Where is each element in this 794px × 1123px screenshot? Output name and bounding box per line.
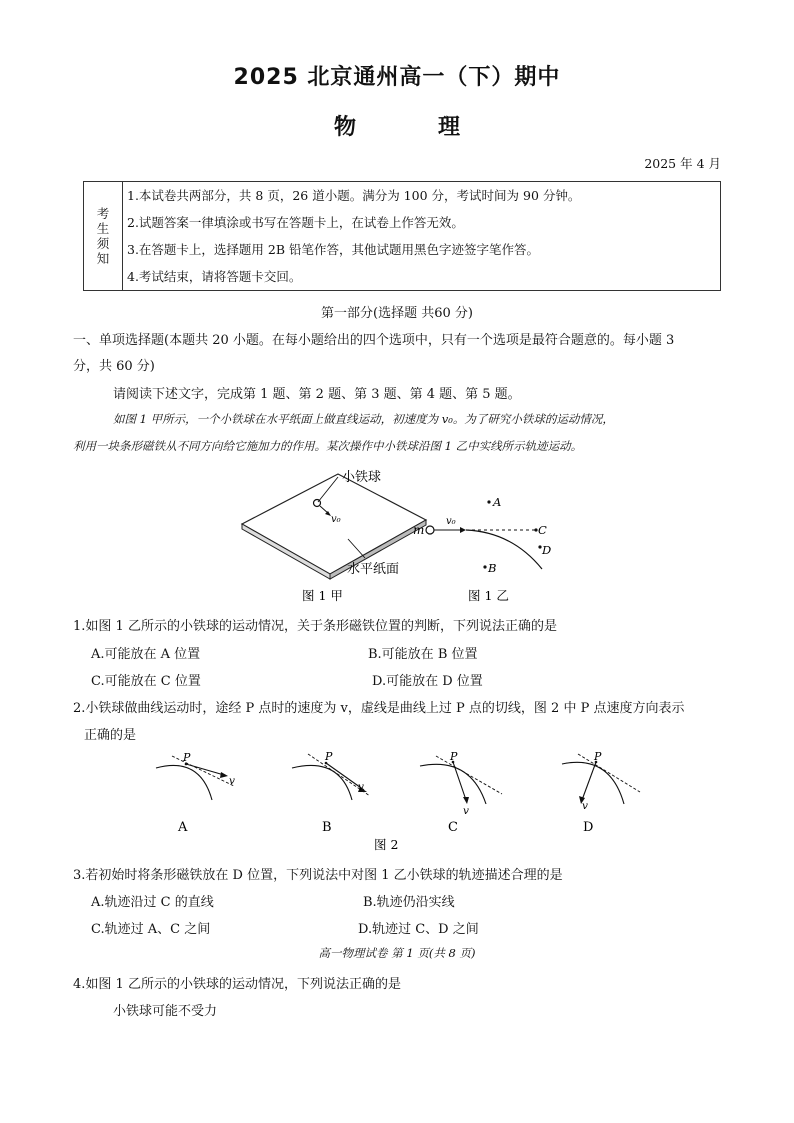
label-m: m	[413, 523, 425, 537]
question-4-stem: 4.如图 1 乙所示的小铁球的运动情况，下列说法正确的是	[73, 977, 401, 992]
label-v-c: v	[463, 805, 469, 817]
question-3-option-c: C.轨迹过 A、C 之间	[91, 922, 211, 937]
notice-item: 4.考试结束，请将答题卡交回。	[123, 263, 721, 291]
figure-2-label-b: B	[322, 820, 332, 835]
figure-2-choice-c	[420, 756, 502, 804]
question-2-stem-line1: 2.小铁球做曲线运动时，途经 P 点时的速度为 v，虚线是曲线上过 P 点的切线，图 2 中 P 点速度方向表示	[73, 701, 685, 716]
figure-2	[150, 752, 650, 857]
question-3-stem: 3.若初始时将条形磁铁放在 D 位置，下列说法中对图 1 乙小铁球的轨迹描述合理的是	[73, 868, 563, 883]
exam-date: 2025 年 4 月	[644, 156, 721, 171]
section-instructions-line1: 一、单项选择题(本题共 20 小题。在每小题给出的四个选项中，只有一个选项是最符合题意的。每小题 3	[73, 333, 675, 348]
caption-figure-1a: 图 1 甲	[302, 588, 343, 603]
notice-label: 考 生 须 知	[84, 182, 123, 291]
section-instructions-line2: 分，共 60 分)	[73, 359, 155, 374]
subject-title: 物 理	[333, 115, 490, 140]
part1-heading: 第一部分(选择题 共60 分)	[321, 306, 473, 321]
notice-item: 3.在答题卡上，选择题用 2B 铅笔作答，其他试题用黑色字迹签字笔作答。	[123, 236, 721, 263]
question-1-stem: 1.如图 1 乙所示的小铁球的运动情况，关于条形磁铁位置的判断，下列说法正确的是	[73, 619, 557, 634]
label-v0-left: v₀	[331, 514, 341, 525]
label-b: B	[488, 561, 497, 575]
label-p-b: P	[325, 752, 333, 763]
label-p-c: P	[450, 752, 458, 763]
figure-2-choice-a	[156, 756, 234, 800]
label-v0-right: v₀	[446, 516, 456, 527]
label-paper: 水平纸面	[347, 562, 400, 577]
label-a: A	[493, 495, 502, 509]
point-a	[487, 500, 490, 503]
label-v-b: v	[358, 781, 364, 793]
exam-title: 2025 北京通州高一（下）期中	[233, 65, 561, 90]
label-v-d: v	[582, 800, 588, 812]
passage-line2: 利用一块条形磁铁从不同方向给它施加力的作用。某次操作中小铁球沿图 1 乙中实线所示轨迹运动。	[73, 439, 583, 453]
caption-figure-2: 图 2	[374, 837, 399, 852]
figure-2-label-d: D	[583, 820, 594, 835]
question-2-stem-line2: 正确的是	[84, 728, 137, 743]
question-3-option-a: A.轨迹沿过 C 的直线	[91, 895, 214, 910]
passage-line1: 如图 1 甲所示，一个小铁球在水平纸面上做直线运动，初速度为 v₀。为了研究小铁球的运动情况，	[113, 412, 614, 426]
question-1-option-c: C.可能放在 C 位置	[91, 674, 201, 689]
question-1-option-d: D.可能放在 D 位置	[372, 674, 483, 689]
label-v-a: v	[229, 775, 235, 787]
label-iron-ball: 小铁球	[342, 470, 382, 485]
figure-2-label-a: A	[178, 820, 188, 835]
question-3-option-d: D.轨迹过 C、D 之间	[358, 922, 479, 937]
notice-item: 2.试题答案一律填涂或书写在答题卡上，在试卷上作答无效。	[123, 209, 721, 236]
caption-figure-1b: 图 1 乙	[468, 588, 509, 603]
figure-1	[230, 462, 570, 607]
label-d: D	[542, 543, 552, 557]
notice-table	[83, 181, 721, 291]
figure-1b-trajectory	[426, 500, 542, 569]
point-b	[483, 565, 486, 568]
question-3-option-b: B.轨迹仍沿实线	[363, 895, 455, 910]
question-1-option-a: A.可能放在 A 位置	[91, 647, 201, 662]
question-4-option-partial: 小铁球可能不受力	[113, 1004, 218, 1019]
page-footer: 高一物理试卷 第 1 页(共 8 页)	[318, 946, 476, 960]
figure-2-label-c: C	[448, 820, 458, 835]
label-c: C	[538, 523, 547, 537]
label-p-a: P	[183, 752, 191, 764]
notice-item: 1.本试卷共两部分，共 8 页，26 道小题。满分为 100 分，考试时间为 90 分钟。	[123, 182, 721, 210]
reading-instruction: 请阅读下述文字，完成第 1 题、第 2 题、第 3 题、第 4 题、第 5 题。	[113, 387, 521, 402]
question-1-option-b: B.可能放在 B 位置	[368, 647, 478, 662]
label-p-d: P	[594, 752, 602, 763]
